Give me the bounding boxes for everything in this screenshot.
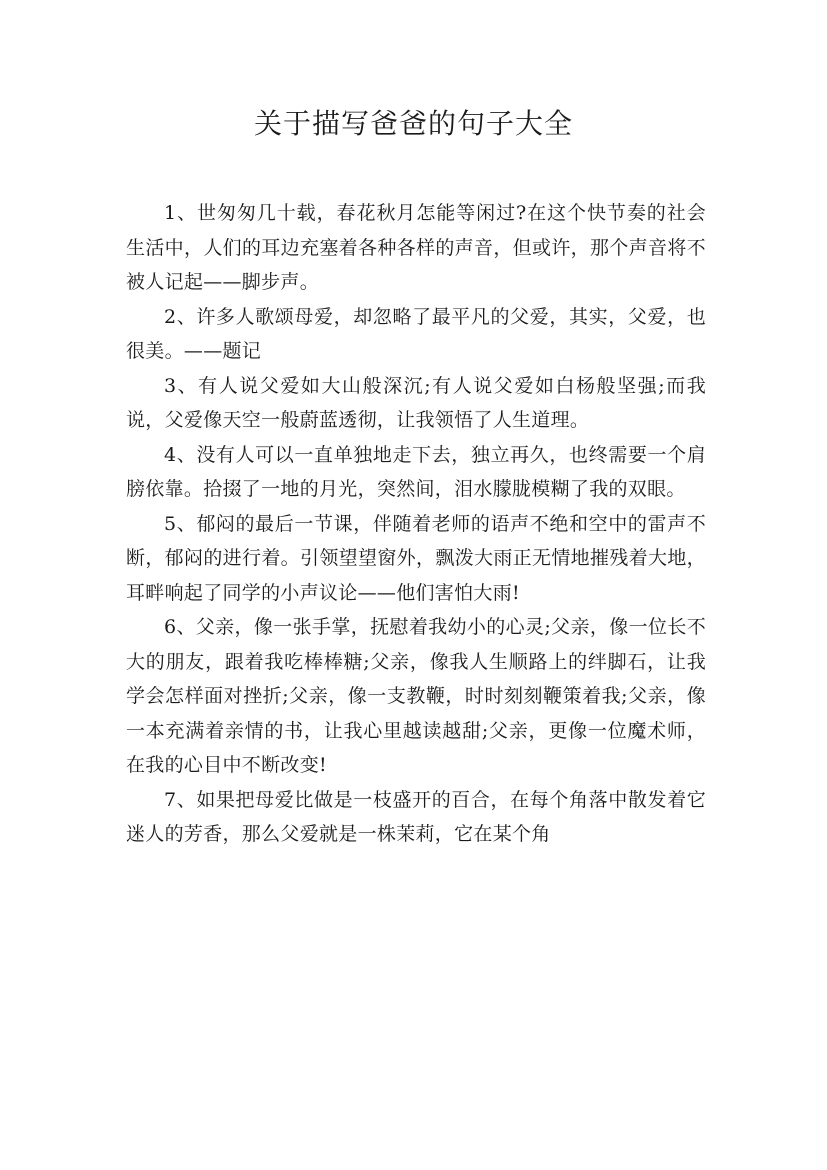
paragraph-5: 5、郁闷的最后一节课，伴随着老师的语声不绝和空中的雷声不断，郁闷的进行着。引领望望窗外，飘泼大雨正无情地摧残着大地，耳畔响起了同学的小声议论——他们害怕大雨! bbox=[126, 512, 706, 604]
paragraph-3: 3、有人说父爱如大山般深沉;有人说父爱如白杨般坚强;而我说，父爱像天空一般蔚蓝透彻，让我领悟了人生道理。 bbox=[126, 374, 706, 431]
document-title: 关于描写爸爸的句子大全 bbox=[253, 107, 573, 140]
paragraph-4: 4、没有人可以一直单独地走下去，独立再久，也终需要一个肩膀依靠。拾掇了一地的月光，突然间，泪水朦胧模糊了我的双眼。 bbox=[126, 443, 706, 500]
paragraph-6: 6、父亲，像一张手掌，抚慰着我幼小的心灵;父亲，像一位长不大的朋友，跟着我吃棒棒糖;父亲，像我人生顺路上的绊脚石，让我学会怎样面对挫折;父亲，像一支教鞭，时时刻刻鞭策着我;父亲，像一本充满着亲情的书，让我心里越读越甜;父亲，更像一位魔术师，在我的心目中不断改变! bbox=[126, 616, 706, 776]
document-body bbox=[126, 196, 706, 852]
paragraph-7: 7、如果把母爱比做是一枝盛开的百合，在每个角落中散发着它迷人的芳香，那么父爱就是一株茉莉，它在某个角 bbox=[126, 788, 706, 845]
paragraph-2: 2、许多人歌颂母爱，却忽略了最平凡的父爱，其实，父爱，也很美。——题记 bbox=[126, 305, 706, 362]
paragraph-1: 1、世匆匆几十载，春花秋月怎能等闲过?在这个快节奏的社会生活中，人们的耳边充塞着各种各样的声音，但或许，那个声音将不被人记起——脚步声。 bbox=[126, 202, 706, 293]
